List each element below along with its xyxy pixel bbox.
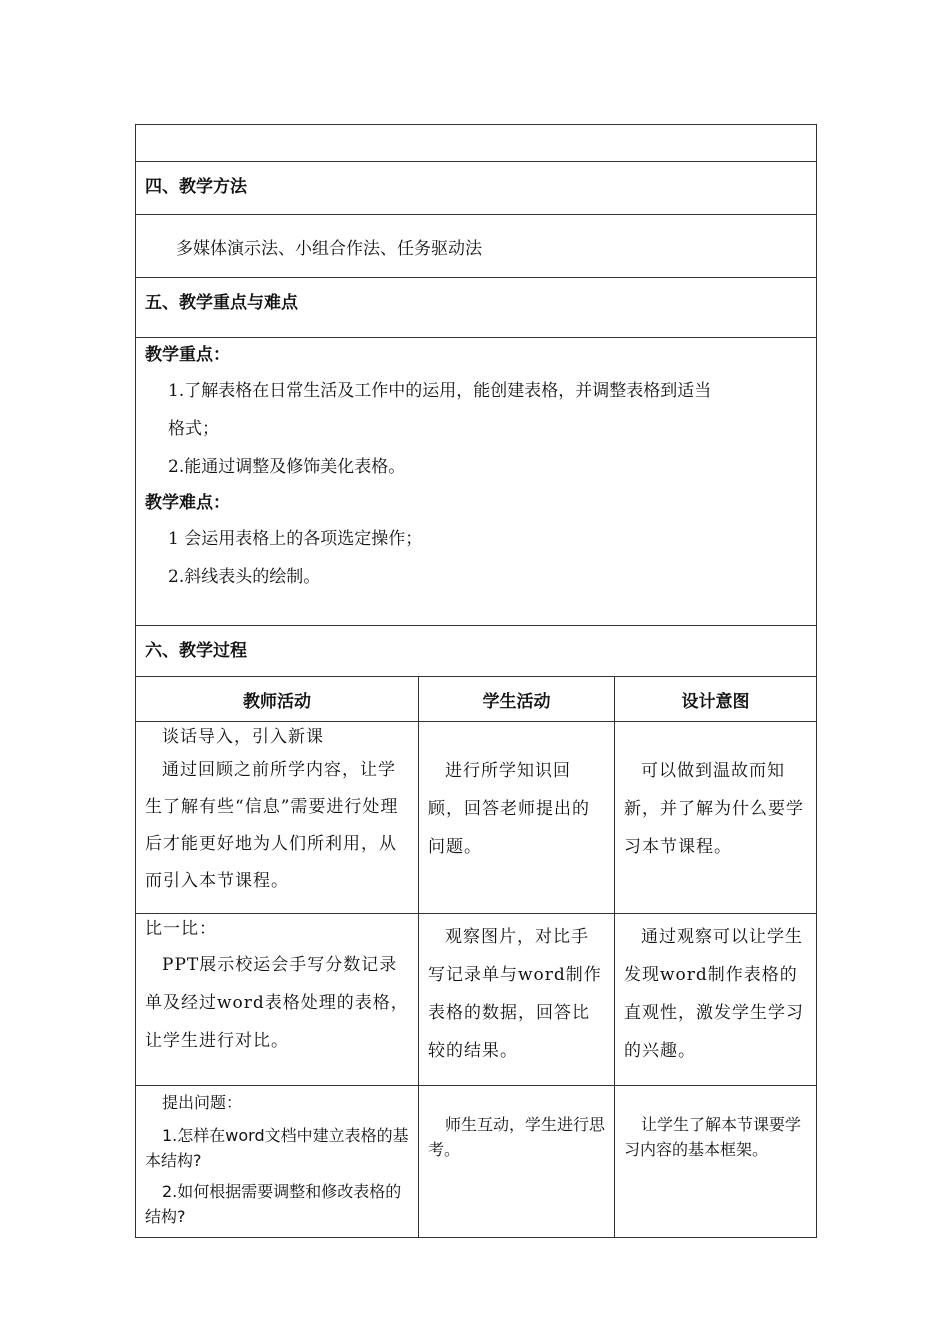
section-5-content-row (136, 338, 817, 626)
table-row (136, 722, 817, 914)
section-6-header-row (136, 626, 817, 677)
blank-row (136, 125, 817, 162)
design-intent-text: 通过观察可以让学生发现word制作表格的直观性，激发学生学习的兴趣。 (624, 927, 804, 1061)
difficulties-label: 教学难点： (145, 493, 230, 513)
key-point-1a: 1.了解表格在日常生活及工作中的运用，能创建表格，并调整表格到适当 (168, 381, 712, 401)
question-1: 1.怎样在word文档中建立表格的基本结构? (145, 1126, 409, 1170)
difficulty-1: 1 会运用表格上的各项选定操作； (168, 529, 423, 549)
design-intent-text: 让学生了解本节课要学习内容的基本框架。 (624, 1115, 802, 1159)
teaching-methods-text: 多媒体演示法、小组合作法、任务驱动法 (176, 238, 482, 259)
section-5-title: 五、教学重点与难点 (136, 278, 817, 338)
student-activity-text: 师生互动，学生进行思考。 (428, 1115, 606, 1159)
student-activity-text: 观察图片，对比手写记录单与word制作表格的数据，回答比较的结果。 (428, 927, 602, 1061)
difficulty-2: 2.斜线表头的绘制。 (168, 567, 321, 587)
section-5-header-row (136, 278, 817, 338)
section-6-title: 六、教学过程 (136, 626, 817, 677)
col-teacher-activity: 教师活动 (136, 677, 419, 722)
teacher-activity-title: 提出问题： (162, 1093, 243, 1112)
lesson-plan-table (135, 124, 817, 1238)
table-row (136, 1086, 817, 1238)
design-intent-text: 可以做到温故而知新，并了解为什么要学习本节课程。 (624, 761, 804, 857)
teacher-activity-title: 比一比： (145, 919, 217, 939)
section-4-header-row (136, 162, 817, 215)
teacher-activity-text: PPT展示校运会手写分数记录单及经过word表格处理的表格，让学生进行对比。 (145, 955, 409, 1051)
process-column-header-row (136, 677, 817, 722)
teacher-activity-text: 通过回顾之前所学内容，让学生了解有些“信息”需要进行处理后才能更好地为人们所利用，从而引入本节课程。 (145, 760, 399, 891)
student-activity-text: 进行所学知识回顾，回答老师提出的问题。 (428, 761, 590, 857)
section-4-content-row (136, 215, 817, 278)
teacher-activity-title: 谈话导入，引入新课 (162, 727, 324, 747)
col-student-activity: 学生活动 (419, 677, 615, 722)
key-points-label: 教学重点： (145, 345, 230, 365)
col-design-intent: 设计意图 (615, 677, 817, 722)
lesson-plan-page (135, 124, 816, 1238)
section-4-title: 四、教学方法 (136, 162, 817, 215)
key-point-1b: 格式； (168, 419, 219, 439)
table-row (136, 914, 817, 1086)
key-point-2: 2.能通过调整及修饰美化表格。 (168, 457, 406, 477)
question-2: 2.如何根据需要调整和修改表格的结构? (145, 1182, 402, 1226)
